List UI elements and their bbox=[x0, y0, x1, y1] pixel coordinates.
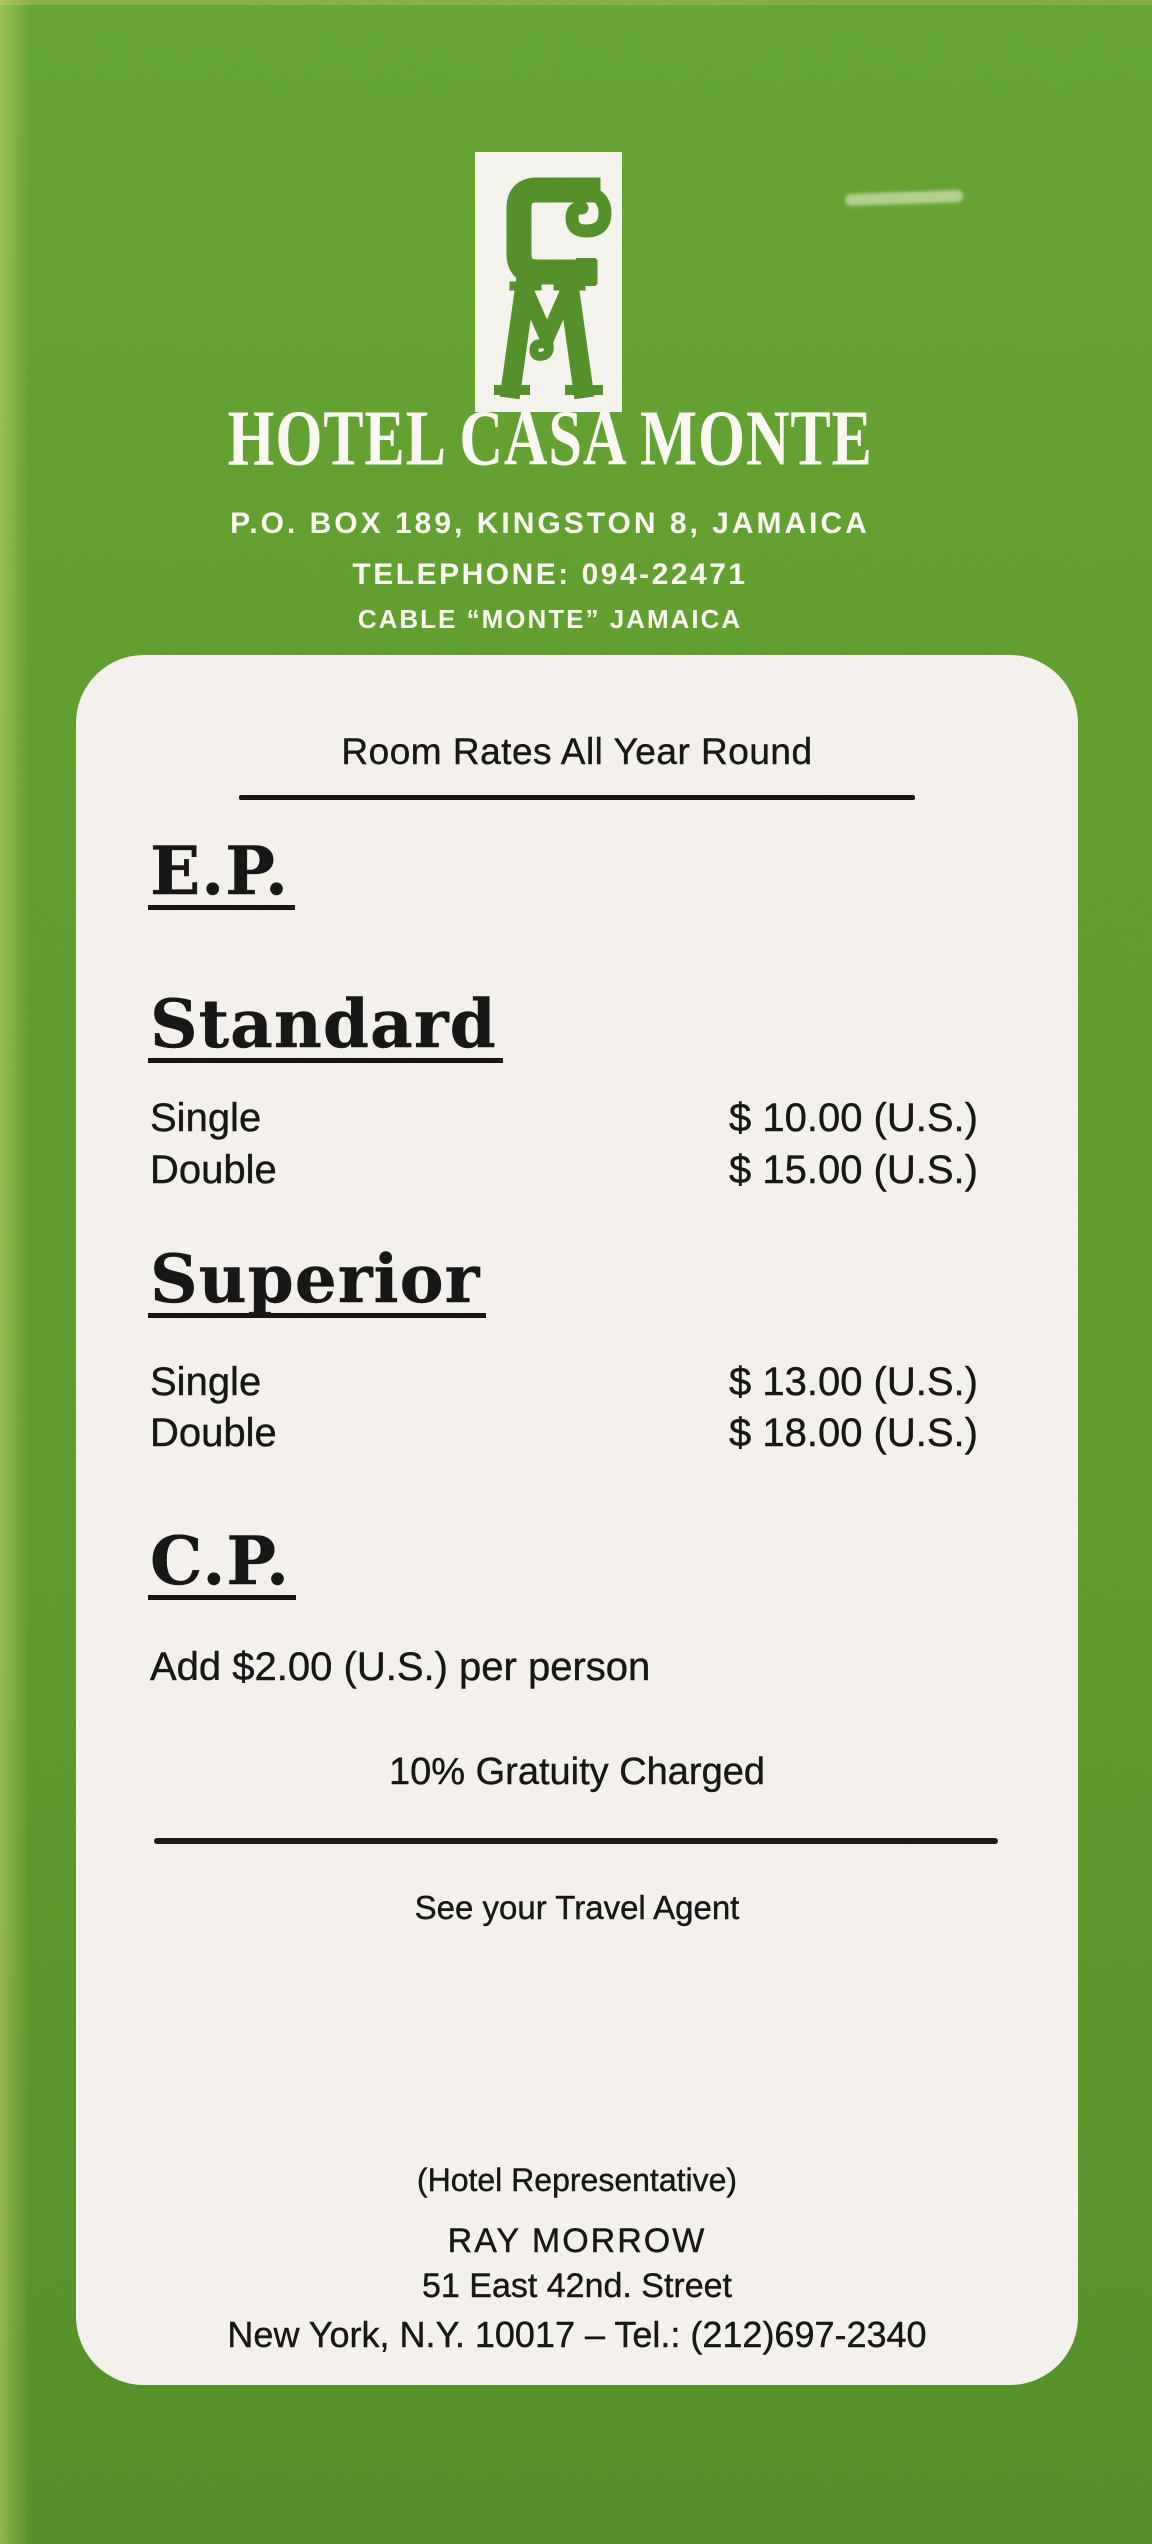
plan-cp-label: C.P. bbox=[148, 1528, 296, 1600]
representative-city-tel: New York, N.Y. 10017 – Tel.: (212)697-2340 bbox=[227, 2314, 927, 2355]
rate-label: Single bbox=[150, 1096, 262, 1140]
section-standard-heading bbox=[150, 985, 503, 1063]
section-superior-label: Superior bbox=[148, 1246, 486, 1318]
rate-price: $ 15.00 (U.S.) bbox=[728, 1148, 978, 1192]
card-divider-rule bbox=[154, 1838, 998, 1844]
hotel-address: P.O. BOX 189, KINGSTON 8, JAMAICA bbox=[230, 507, 870, 540]
rates-card bbox=[76, 655, 1078, 2385]
rate-label: Single bbox=[150, 1360, 262, 1404]
cm-monogram-icon bbox=[475, 152, 622, 412]
representative-name: RAY MORROW bbox=[447, 2222, 707, 2260]
rate-row-standard-double bbox=[150, 1150, 978, 1190]
rate-label: Double bbox=[150, 1411, 277, 1455]
gratuity-note: 10% Gratuity Charged bbox=[389, 1751, 765, 1793]
rate-row-superior-single bbox=[150, 1362, 978, 1402]
hotel-name bbox=[0, 394, 1100, 483]
rate-price: $ 13.00 (U.S.) bbox=[728, 1360, 978, 1404]
plan-cp-heading bbox=[150, 1522, 296, 1600]
section-standard-label: Standard bbox=[148, 991, 503, 1063]
hotel-cable: CABLE “MONTE” JAMAICA bbox=[357, 604, 743, 634]
rate-row-superior-double bbox=[150, 1413, 978, 1453]
representative-heading: (Hotel Representative) bbox=[416, 2162, 738, 2198]
rate-price: $ 10.00 (U.S.) bbox=[728, 1096, 978, 1140]
rate-label: Double bbox=[150, 1148, 277, 1192]
brochure-header bbox=[0, 0, 1100, 655]
hotel-telephone: TELEPHONE: 094-22471 bbox=[352, 558, 748, 591]
rates-title: Room Rates All Year Round bbox=[341, 731, 813, 772]
representative-street: 51 East 42nd. Street bbox=[422, 2267, 732, 2305]
hotel-name-text: HOTEL CASA MONTE bbox=[227, 394, 873, 483]
rate-price: $ 18.00 (U.S.) bbox=[728, 1411, 978, 1455]
plan-ep-label: E.P. bbox=[148, 838, 295, 910]
rates-title-rule bbox=[239, 795, 915, 800]
plan-cp-note: Add $2.00 (U.S.) per person bbox=[150, 1645, 651, 1689]
section-superior-heading bbox=[150, 1240, 486, 1318]
rate-row-standard-single bbox=[150, 1098, 978, 1138]
hotel-logo bbox=[475, 152, 622, 412]
travel-agent-note: See your Travel Agent bbox=[414, 1889, 740, 1926]
plan-ep-heading bbox=[150, 832, 295, 910]
